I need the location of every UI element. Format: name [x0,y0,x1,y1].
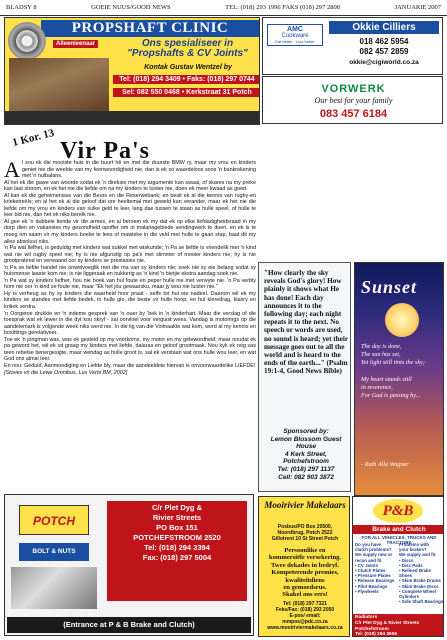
poem-line: My heart stands still [361,375,412,383]
sunset-poem [361,343,443,400]
issue-date: JANUARIE 2007 [394,4,441,11]
list-item: • Discs [399,557,414,563]
pb-info-line: Tel: (018) 294 3956 [355,632,398,637]
contact-numbers: TEL: (018) 293 1996 FAKS (018) 297 2808 [225,4,341,11]
article-paragraph: 'n Pa se liefde handel nie onwelvoeglik met die ma van sy kinders nie; soek nie sy eie belang sodat sy huismense laaste kom nie; is nie liggeraak en nukkerig as 'n kind 'n bietjie ekstra aandag soek nie. [4,264,256,278]
poem-line: The day is done, [361,343,402,350]
article-paragraph: 'n Pa wat liefhet, is geduldig met kinders wat sukkel met wiskunde; 'n Pa se liefde is vriendelik met 'n kind wat nie wil rugby speel nie; hy is nie afgunstig op pa's met slimmer of mooier kinders nie; hy is nie grootpratend en verwaand oor sy kinders se prestasies nie. [4,245,256,265]
potch-info-line: C/r Plet Dyg & [151,503,202,512]
article-paragraph: Al gee ek 'n dubbele tiende vir die armes, en al beroem ek my dat ek op elke liefdadigheidsraad in my dorp dien en vakansies my gesondheid opoffer om in malariagebiede sendingwerk te doen, en ek is te moeg om saam vir my kinders boeke te lees of mawieke in die veld met hulle te gaan stap, baat dit my alles absoluut niks. [4,218,256,245]
article-paragraph: Al kan ek die geheimenisse van die Beurs en die Reserwebank; en besit ek al die kennis van rugby-en krieketreëls; en al het ek al die geloof dat ore heeltemal met geweld kan verander, maar ek het nie die liefde om my vrou en kinders van sulke geld te leer, lang dae tussen te staan as hulle speel, of hulle te leer bid nie, dan het ek niks bereik nie. [4,192,256,219]
propshaft-title: PROPSHAFT CLINIC [41,20,259,37]
list-item: • Release Bearings [355,578,395,584]
propshaft-address: Sel: 082 550 0468 • Kerkstraat 31 Potch [113,88,260,97]
mooirivier-address [259,524,350,542]
pb-info-line: Radiators [355,615,378,620]
page-header [0,0,447,16]
potch-info-line: Fax: (018) 297 5004 [142,553,212,562]
amc-email: okkie@cigiworld.co.za [349,59,419,66]
article-title: Vir Pa's [60,138,150,164]
list-item: • CV Joints [355,562,379,568]
pb-title: Brake and Clutch [353,525,444,534]
psalm-quote: "How clearly the sky reveals God's glory! How plainly it shows what He has done! Each day announces it to the following day; each night repeats it to the next. No speech or words are used, no sound is heard; yet their message goes out to all the world and is heard to the ends of the earth..." (Psalm 19:1-4, Good News Bible) [264,269,348,376]
list-item: • Disc Pads [399,562,423,568]
potch-parts-photo [11,567,97,609]
sponsor-name: Lemon Blossom Guest House [270,435,342,451]
list-item: • Clutch Plates [355,568,386,574]
mooirivier-address-line: Noordbrug, Potch 2522 [277,530,333,536]
potch-bolt-nuts: BOLT & NUTS [19,543,89,561]
article-paragraph: Toe ek 'n jongman was, was ek gesteld op my voorkoms, my motor en my gelewordheid; maar noudat ek pa geword het, wil ek uit graag my kinders met liefde, dalaras en geloof grootmaak. Nou kyk ek nog vas teen rebelse tienergesigte, maar wendag as hulle groot is, sal ek verstaan wat ons hulle wou leer, en wat God ons almal leer. [4,336,256,363]
amc-logo-tag: Eat better · Live better [275,39,315,44]
article-paragraph: 'n Oorgetoe drukkie en 'n indeme gesprek van 'n ouer by 'bek in 'n kinderhart. Maar die verslag of die toesprak wat ek lewer in die dyt kou skryf - sal oorvloei voor verguist wees. Vandag is motorings op die aandelemark is volgende week niks werd nie. In die lig van die Volmaakte wat kom, word al my kennis en bosittings gerelativeer. [4,310,256,337]
propshaft-logo-icon [8,22,46,60]
amc-contact-name: Okkie Cilliers [329,21,439,34]
list-item: recon and fit [355,557,382,563]
mooirivier-address-line: Posbus/PO Box 20500, [277,524,333,530]
list-item: • Flywheels [355,588,379,594]
pb-brake-list [399,542,444,604]
mooirivier-address-line: Gillotrent 10 St Street Potch [271,536,339,542]
vorwerk-brand: VORWERK [321,83,386,95]
amc-logo-brand: AMC [287,26,303,33]
article-scripture-ref: 1 Kor. 13 [11,127,56,149]
article-drop-cap: A [4,160,20,182]
mooirivier-slogan [259,547,350,599]
list-item: We supply new or [355,552,393,558]
publication-name: GOEIE NUUS/GOOD NEWS [91,4,171,11]
vorwerk-phone: 083 457 6184 [319,108,388,120]
article-body [4,160,256,491]
contact-line: www.mooiriviermakelaars.co.za [267,625,343,631]
article-paragraph: Al het ek die gawe van woorde sodat ek 'n direksie met my argumente kan swaai, of skares na my preke kan laat stroom, en ek het nie die liefde om na my kinders te luister nie, doen ek meer kwaad as goed. [4,179,256,193]
pb-info-line: C/r Plet Dyg & Rivier Streets Potchefstroom [355,620,420,632]
propshaft-photo [9,58,109,116]
article-paragraph: l sou ek die mooiste huis in die buurt hê en met die duurste BMW ry, maar my vrou en kinders geniet nie die weelde van my feenwoordigheid nie, dan is ek so waardeloos soos 'n bankrekening met 'n nulbalans. [21,160,256,180]
sunset-title: Sunset [361,277,418,297]
pb-logo: P&B [373,499,423,523]
sponsor-address: 4 Kerk Street, Potchefstroom [283,450,329,466]
amc-logo-sub: Cookware [281,33,309,39]
contact-line: mmpos@pdc.co.za [282,619,328,625]
propshaft-tel: Tel: (018) 294 3409 • Faks: (018) 297 0744 [113,75,260,84]
vorwerk-tagline: Our best for your family [314,96,393,105]
sponsor-tel: Tel: (018) 297 1137 [277,465,335,473]
amc-logo [267,24,323,46]
potch-info-line: Rivier Streets [152,513,202,522]
sponsor-cell: Cell: 082 903 3872 [278,473,334,481]
slogan-line: kwaliteitdiens [285,576,325,584]
list-item: • Skim Brake Drums [399,578,441,584]
mooirivier-name: Mooirivier Makelaars [264,500,346,510]
poem-line: Yet light still tints the sky; [361,359,425,367]
poem-line [361,368,443,376]
slogan-line: Persoonlike en [284,547,326,554]
propshaft-contact: Kontak Gustav Wentzel by [144,64,232,71]
potch-entrance: (Entrance at P & B Brake and Clutch) [7,617,251,633]
amc-phone-1: 018 462 5954 [359,37,409,46]
psalm-quote-box [258,262,351,492]
contact-line: Feks/Fax: (018) 293 2050 [275,607,335,613]
slogan-line: kommersiële versekering. [268,554,342,562]
propshaft-specialty: Ons spesialiseer in "Propshafts & CV Joints" [127,38,248,59]
list-item: • Side Shaft Bearings [399,599,444,605]
pb-brake-clutch-ad [352,496,444,637]
article-paragraph: En nou: Geduld, Aanmoediging en Liefde bly, maar die aandeeldeie hiervan is onvoorwaardelike LIEFDE! [4,362,256,369]
vorwerk-ad [262,76,443,124]
list-item: Do you have [355,542,382,547]
poem-author: - Ruth Alla Wagner [361,461,409,468]
contact-line: E-pos/ email: [289,613,321,619]
page-number: BLADSY 8 [6,4,37,11]
list-item: • Pilot Bearings [355,583,388,589]
article-paragraph: 'n Pa wat sy kinders liefhet, hou nie boek van hul foute en peper hulle nie met verwyte nie. 'n Pa verbly hom nie oor 'n kind se foute nie, maar "Ek het jou gewaarsku, maar jy wou nie luister nie." [4,277,256,291]
list-item: We supply and fit [399,552,436,558]
list-item: your brakes? [399,547,427,553]
potch-logo: POTCH [19,505,89,535]
potch-bolt-nuts-ad [4,494,254,636]
list-item: clutch problems? [355,547,392,553]
sun-icon [385,303,419,337]
amc-phone-2: 082 457 2859 [359,47,409,56]
article-paragraph: Hy is verheug as hy sy kinders die waarheid hoor praat - selfs tot hul eie nadeel. Daarom wil ek my kinders se standes met liefde bedek, in hulle glo, die beste vir hulle hoop, en hul kleredrag, klasry en kritiek verdra. [4,290,256,311]
list-item: • Pressure Plates [355,573,391,579]
slogan-line: Skakel ons eers! [282,591,328,599]
mooirivier-makelaars-ad [258,496,350,637]
amc-cookware-ad [262,17,443,75]
potch-info-line: PO Box 151 [156,523,198,532]
propshaft-clinic-ad [4,17,260,125]
slogan-line: en gemoedsrus. [283,584,327,592]
propshaft-footer-strip [5,111,260,125]
list-item: • Skim Brake Discs [399,583,439,589]
potch-info-line: POTCHEFSTROOM 2520 [133,533,221,542]
pb-bottom-info [353,614,444,637]
slogan-line: Twee dekades in bedryf. [270,561,339,569]
sponsor-block [262,428,350,481]
mooirivier-contact [259,601,350,631]
potch-info [107,501,247,601]
potch-info-line: Tel: (018) 294 3394 [144,543,210,552]
poem-line: The sun has set, [361,351,401,359]
pb-clutch-list [355,542,399,594]
list-item: Problems with [399,542,430,547]
slogan-line: Kompeterende premies, [271,569,339,577]
list-item: • Complete Wheel Cylinders [399,588,436,600]
propshaft-badge: Alleenieenaar [53,40,98,48]
sponsor-label: Sponsored by: [283,428,329,435]
poem-line: in reverence, [361,384,393,392]
poem-line: For God is passing by... [361,392,421,400]
list-item: • Relined Brake Shoes [399,568,432,579]
pb-subtitle: FOR ALL VEHICLES, TRUCKS AND TRACTORS [361,535,437,545]
article-source: [Stories vir die Lewe Omnibus, Lux Verbi BM, 2002] [4,369,128,376]
sunset-poem-box [354,262,444,496]
contact-line: Tel: (018) 297 7321 [283,601,327,607]
